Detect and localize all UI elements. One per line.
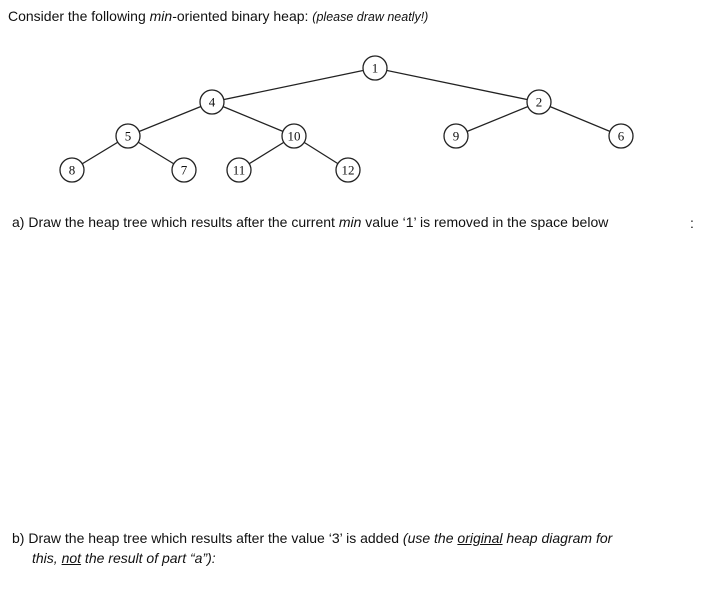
heap-node-label: 6 <box>617 128 625 144</box>
heap-node-label: 12 <box>341 162 355 178</box>
heap-edges <box>72 68 621 170</box>
intro-min: min <box>149 8 173 24</box>
heap-diagram <box>0 0 719 200</box>
heap-node-6 <box>609 124 633 148</box>
question-b-not: not <box>61 550 82 566</box>
heap-node-7 <box>172 158 196 182</box>
heap-node-5 <box>116 124 140 148</box>
heap-node-label: 2 <box>535 94 543 110</box>
heap-edge-n1-n2 <box>375 68 539 102</box>
question-b-italic-a: (use the <box>402 530 458 546</box>
question-b-line1 <box>12 528 612 548</box>
question-b <box>12 528 612 568</box>
heap-edge-n2-n9 <box>456 102 539 136</box>
question-a-colon: : <box>690 215 694 231</box>
intro-part1: Consider the following <box>8 8 150 24</box>
heap-node-label: 11 <box>232 162 246 178</box>
question-a <box>12 214 608 230</box>
question-b-line2-a: this, <box>32 550 62 566</box>
heap-node-label: 1 <box>371 60 379 76</box>
question-b-prefix: b) Draw the heap tree which results after the value ‘3’ is added <box>12 530 403 546</box>
heap-node-label: 10 <box>287 128 301 144</box>
heap-edge-n2-n6 <box>539 102 621 136</box>
question-b-original: original <box>457 530 503 546</box>
heap-node-label: 5 <box>124 128 132 144</box>
heap-node-12 <box>336 158 360 182</box>
heap-node-1 <box>363 56 387 80</box>
heap-node-8 <box>60 158 84 182</box>
question-a-prefix: a) Draw the heap tree which results after the current <box>12 214 339 230</box>
question-b-line2-b: the result of part “a”): <box>81 550 216 566</box>
heap-node-label: 8 <box>68 162 76 178</box>
intro-part2: -oriented binary heap: <box>172 8 313 24</box>
question-b-italic-b: heap diagram for <box>502 530 613 546</box>
heap-node-label: 7 <box>180 162 188 178</box>
heap-node-2 <box>527 90 551 114</box>
heap-edge-n1-n4 <box>212 68 375 102</box>
intro-note: (please draw neatly!) <box>312 10 429 24</box>
heap-node-9 <box>444 124 468 148</box>
heap-node-10 <box>282 124 306 148</box>
question-b-line2 <box>12 548 612 568</box>
heap-node-11 <box>227 158 251 182</box>
heap-edge-n4-n5 <box>128 102 212 136</box>
question-a-suffix: value ‘1’ is removed in the space below <box>361 214 609 230</box>
heap-node-4 <box>200 90 224 114</box>
question-a-min: min <box>338 214 362 230</box>
heap-edge-n4-n10 <box>212 102 294 136</box>
heap-node-label: 4 <box>208 94 216 110</box>
heap-nodes <box>60 56 633 182</box>
heap-node-label: 9 <box>452 128 460 144</box>
